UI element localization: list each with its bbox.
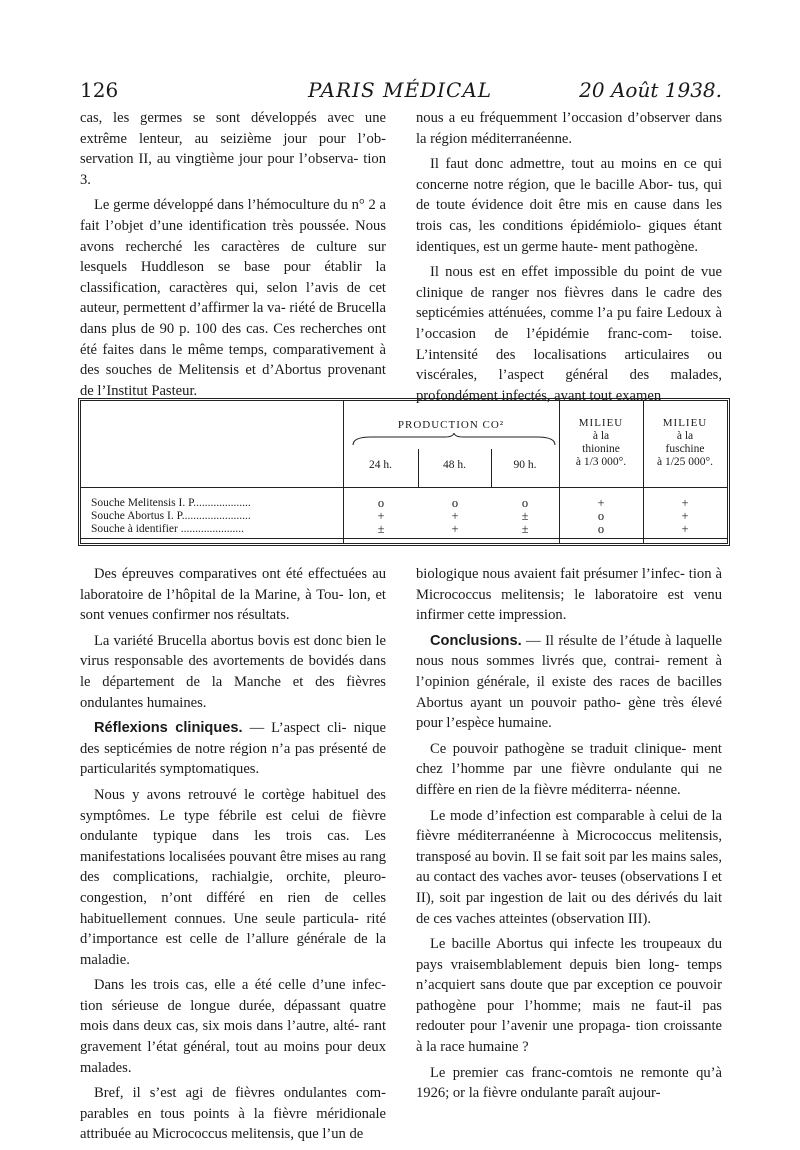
cell-value: o	[597, 522, 605, 536]
section-heading: Réflexions cliniques.	[94, 720, 243, 737]
paragraph: Dans les trois cas, elle a été celle d’une infec- tion sérieuse de longue durée, dépassant quatre mois dans deux cas, six mois dans l’autre, alté- rant gravement l’état général, tout au moins pour deux malades.	[80, 977, 386, 1076]
cell-value: +	[377, 509, 385, 523]
paragraph-text: — L’aspect cli- nique des septicémies de notre région n’a pas présenté de particularités symptomatiques.	[80, 720, 386, 778]
section-heading: Conclusions.	[430, 632, 522, 649]
production-co2-header: PRODUCTION CO²	[397, 419, 505, 431]
paragraph: Le premier cas franc-comtois ne remonte qu’à 1926; or la fièvre ondulante paraît aujour-	[416, 1064, 722, 1102]
paragraph: Bref, il s’est agi de fièvres ondulantes com- parables en tous points à la fièvre méridionale attribuée au Micrococcus melitensis, que l’un de	[80, 1085, 386, 1143]
paragraph	[80, 718, 386, 780]
paragraph: Le germe développé dans l’hémoculture du n° 2 a fait l’objet d’une identification très poussée. Nous avons recherché les caractères de culture sur lesquels Huddleson se base pour établir la classification, caractères qui, selon l’avis de cet auteur, permettent d’affirmer la va- riété de Brucella dans plus de 90 p. 100 des cas. Ces recherches ont été faites dans le même temps, comparativement à des souches de Melitensis et d’Abortus provenant de l’Institut Pasteur.	[80, 197, 386, 399]
paragraph: cas, les germes se sont développés avec une extrême lenteur, au seizième jour pour l’ob- servation II, au vingtième jour pour l’observa- tion 3.	[80, 110, 386, 188]
paragraph: Le bacille Abortus qui infecte les troupeaux du pays vraisemblablement depuis bien long- temps n’acquiert sans doute que par exception ce pouvoir pathogène pour l’homme; mais ne faut-il pas redouter pour l’avenir une propaga- tion croissante à la race humaine ?	[416, 936, 722, 1056]
paragraph	[416, 631, 722, 734]
cell-value: +	[681, 496, 689, 510]
paragraph: Il nous est en effet impossible du point de vue clinique de ranger nos fièvres dans le cadre des septicémies atténuées, comme l’a pu faire Ledoux à l’occasion de l’épidémie franc-com- toise. L’intensité des localisations articulaires ou viscérales, l’aspect général des malades, profondément infectés, avant tout examen	[416, 264, 722, 404]
cell-value: ±	[521, 509, 529, 523]
header-line: à la	[676, 430, 694, 442]
header-line: MILIEU	[662, 417, 708, 429]
cell-value: o	[451, 496, 459, 510]
paragraph: La variété Brucella abortus bovis est donc bien le virus responsable des avortements de bovidés dans le département de la Manche et des fièvres ondulantes humaines.	[80, 632, 386, 711]
cell-value: +	[597, 496, 605, 510]
issue-date: 20 Août 1938.	[579, 78, 722, 102]
header-line: à la	[592, 430, 610, 442]
col-header-48h: 48 h.	[443, 459, 466, 471]
paragraph: Il faut donc admettre, tout au moins en ce qui concerne notre région, que le bacille Abor- tus, qui de toute évidence doit être mis en cause dans les trois cas, les conditions épidémiolo- giques étant identiques, est un germe haute- ment pathogène.	[416, 156, 722, 255]
paragraph: Le mode d’infection est comparable à celui de la fièvre méditerranéenne à Micrococcus melitensis, transposé au bovin. Il se fait soit par les mains sales, au contact des vaches avor- teuses (observations I et II), soit par ingestion de lait ou des dérivés du lait de ces vaches atteintes (observation III).	[416, 807, 722, 927]
header-line: thionine	[582, 443, 620, 455]
cell-value: +	[451, 509, 459, 523]
results-table	[78, 398, 730, 546]
column-top-right	[416, 108, 722, 411]
cell-value: o	[521, 496, 529, 510]
cell-value: +	[451, 522, 459, 536]
paragraph: nous a eu fréquemment l’occasion d’observer dans la région méditerranéenne.	[416, 110, 722, 147]
header-line: MILIEU	[578, 417, 624, 429]
running-header	[78, 74, 722, 104]
column-bottom-right	[416, 564, 722, 1109]
col-header-90h: 90 h.	[513, 459, 537, 471]
header-line: fuschine	[665, 443, 705, 455]
cell-value: ±	[521, 522, 529, 536]
cell-value: +	[681, 522, 689, 536]
brace-icon	[348, 433, 560, 447]
cell-value: ±	[377, 522, 385, 536]
paragraph: biologique nous avaient fait présumer l’infec- tion à Micrococcus melitensis; le laboratoire est venu infirmer cette impression.	[416, 566, 722, 624]
page-number: 126	[80, 78, 119, 102]
cell-value: o	[597, 509, 605, 523]
header-line: à 1/3 000°.	[575, 456, 627, 468]
paragraph: Ce pouvoir pathogène se traduit clinique- ment chez l’homme par une fièvre ondulante qui ne diffère en rien de la fièvre méditerra- néenne.	[416, 740, 722, 798]
journal-title: PARIS MÉDICAL	[307, 78, 493, 102]
header-line: à 1/25 000°.	[656, 456, 714, 468]
column-top-left	[80, 108, 386, 406]
cell-value: +	[681, 509, 689, 523]
row-label: Souche Abortus I. P........................	[91, 510, 251, 522]
paragraph: Nous y avons retrouvé le cortège habituel des symptômes. Le type fébrile est celui de fièvre ondulante typique dans les trois cas. Les manifestations localisées pouvant être mises au rang des complications, rachialgie, orchite, pleuro-congestion, n’ont différé en rien de celles habituellement connues. Une seule particula- rité d’importance est celle de l’allure générale de la maladie.	[80, 786, 386, 968]
col-header-24h: 24 h.	[369, 459, 392, 471]
paragraph-text: — Il résulte de l’étude à laquelle nous nous sommes livrés que, contrai- rement à l’opinion générale, il existe des races de bacilles Abortus ayant un pouvoir patho- gène très élevé pour l’espèce humaine.	[416, 632, 722, 732]
row-label: Souche à identifier ......................	[91, 523, 244, 535]
col-header-fuschine	[643, 417, 727, 469]
row-label: Souche Melitensis I. P....................	[91, 497, 251, 509]
column-bottom-left	[80, 564, 386, 1150]
col-header-thionine	[559, 417, 643, 469]
paragraph: Des épreuves comparatives ont été effectuées au laboratoire de l’hôpital de la Marine, à Tou- lon, et sont venues confirmer nos résultats.	[80, 566, 386, 624]
cell-value: o	[377, 496, 385, 510]
